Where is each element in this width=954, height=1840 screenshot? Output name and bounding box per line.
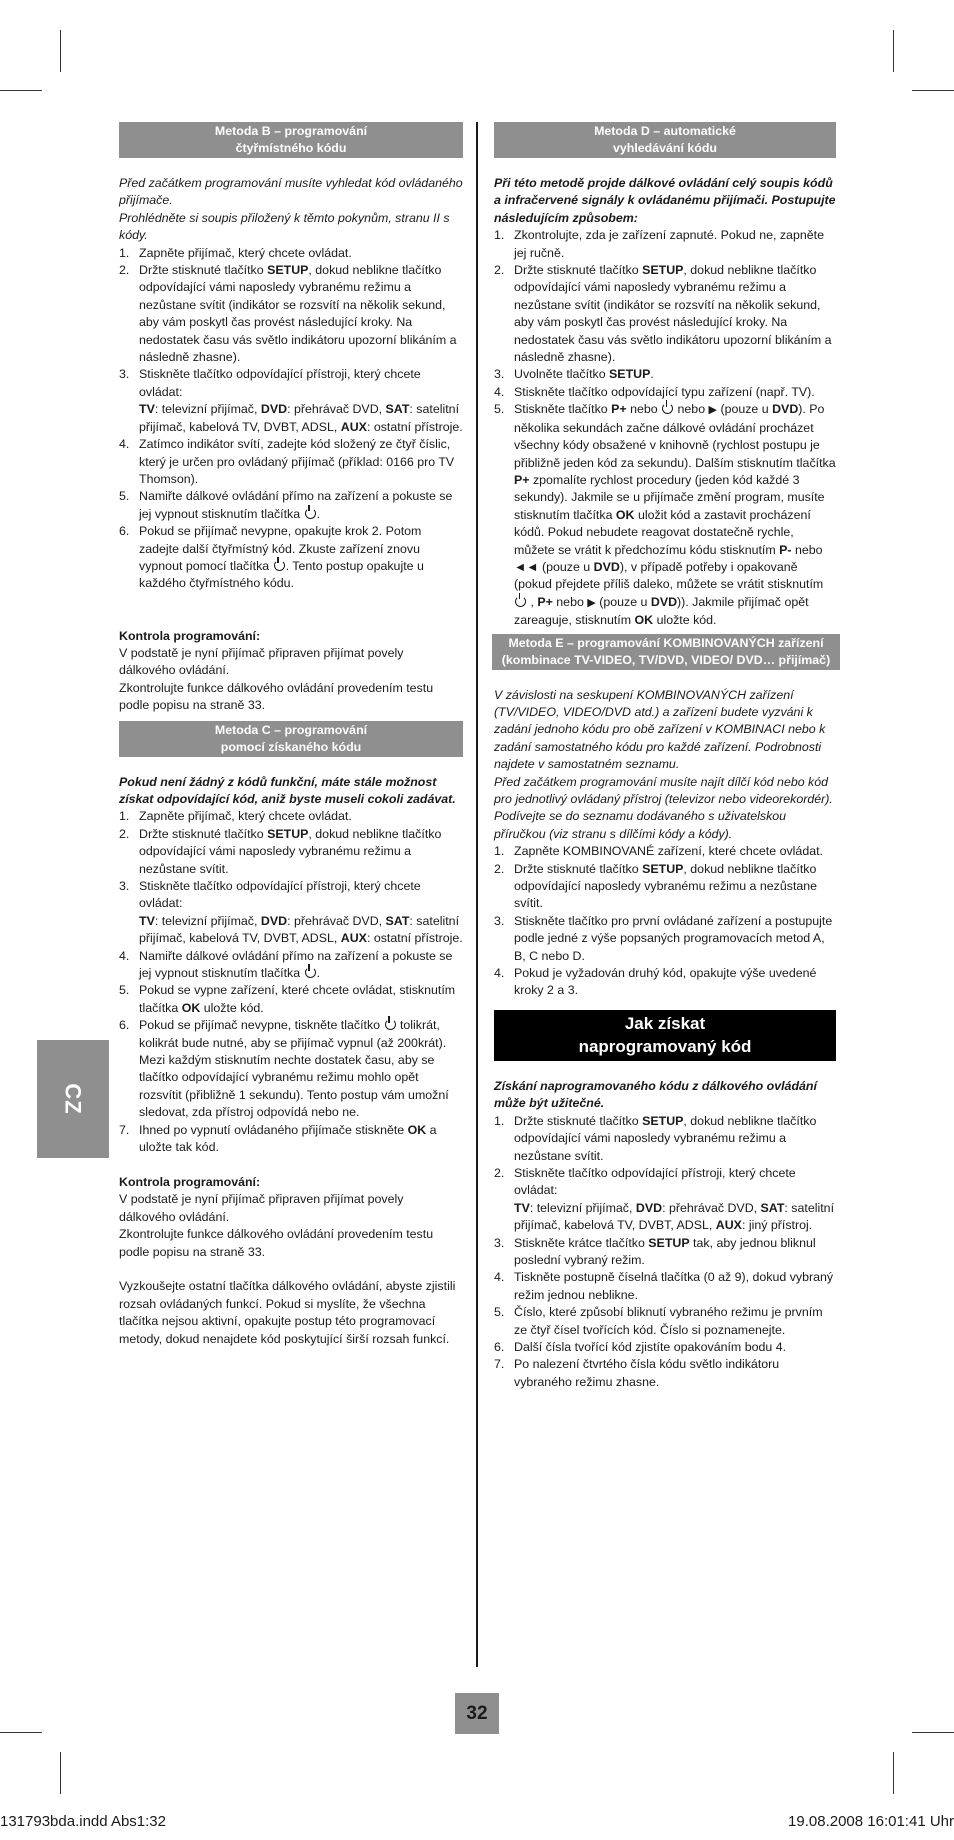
intro-text: Pokud není žádný z kódů funkční, máte stále možnost získat odpovídající kód, aniž byste museli cokoli zadávat. [119, 774, 456, 806]
list-item [119, 826, 463, 878]
print-slug-date: 19.08.2008 16:01:41 Uhr [788, 1813, 954, 1830]
key-name: P- [779, 542, 792, 557]
steps-method-d [494, 227, 836, 629]
key-name: AUX [340, 931, 367, 946]
list-item [119, 245, 463, 262]
list-item [119, 366, 463, 436]
item-number: 6. [119, 524, 130, 539]
power-icon [274, 560, 285, 571]
item-text: Tiskněte postupně číselná tlačítka (0 až 9), dokud vybraný režim jednou neblikne. [514, 1270, 834, 1302]
list-item [494, 843, 836, 860]
item-text: Po nalezení čtvrtého čísla kódu světlo indikátoru vybraného režimu zhasne. [514, 1357, 780, 1389]
item-text: : satelitní přijímač, kabelová TV, DVBT, ADSL, [139, 913, 460, 946]
item-text: nebo ◄◄ (pouze u [514, 542, 823, 574]
item-text: Stiskněte tlačítko [514, 402, 612, 417]
power-icon [305, 508, 316, 519]
list-item [119, 808, 463, 825]
item-text: Zkontrolujte, zda je zařízení zapnuté. Pokud ne, zapněte jej ručně. [514, 228, 824, 260]
crop-mark [912, 90, 954, 91]
list-item [494, 965, 836, 1000]
intro-text: Prohlédněte si soupis přiložený k těmto pokynům, stranu II s kódy. [119, 210, 450, 243]
list-item [119, 982, 463, 1017]
key-name: TV [139, 913, 155, 928]
item-text: , dokud neblikne tlačítko odpovídající vámi naposledy vybranému režimu a nezůstane svítit (indikátor se rozsvítí na několik sekund, aby vám poskytl čas provést následující kroky. Na nedostatek času vás světlo indikátoru upozorní blikáním a následně zhasne). [514, 263, 832, 365]
item-text: )). Jakmile přijímač opět zareaguje, stisknutím [514, 594, 809, 628]
item-text: tolikrát, kolikrát bude nutné, aby se přijímač vypnul (až 200krát). Mezi každým stisknutím nechte dostatek času, aby se tlačítko odpovídající vybranému režimu mohlo opět rozsvítit (přibližně 1 sekundu). Tento postup vám umožní sledovat, zda přístroj odpovídá nebo ne. [139, 1018, 449, 1120]
item-text: , dokud neblikne tlačítko odpovídající naposledy vybranému režimu a nezůstane svítit. [514, 861, 818, 911]
item-text: zpomalíte rychlost procedury (jeden kód každé 3 sekundy). Jakmile se u přijímače změní program, musíte stisknutím tlačítka [514, 472, 825, 522]
list-item [119, 523, 463, 593]
crop-mark [893, 30, 894, 72]
list-item [119, 436, 463, 488]
item-number: 4. [119, 948, 130, 963]
key-name: DVD [260, 402, 288, 417]
play-icon: ▶ [708, 404, 717, 417]
intro-text: Při této metodě projde dálkové ovládání celý soupis kódů a infračervené signály k ovládanému přijímači. Postupujte následujícím způsobem: [494, 176, 836, 225]
item-text: Držte stisknuté tlačítko [514, 1113, 643, 1128]
item-text: , [527, 594, 538, 609]
item-text: Zapněte přijímač, který chcete ovládat. [139, 809, 352, 824]
list-item [494, 384, 836, 401]
key-name: OK [181, 1000, 201, 1015]
subheading: Kontrola programování: [119, 628, 261, 643]
item-number: 6. [119, 1018, 130, 1033]
item-text: Stiskněte tlačítko odpovídající typu zařízení (např. TV). [514, 384, 815, 399]
item-number: 1. [494, 844, 505, 859]
item-text: Pokud se přijímač nevypne, tiskněte tlačítko [139, 1018, 384, 1033]
paragraph: Zkontrolujte funkce dálkového ovládání provedením testu podle popisu na straně 33. [119, 1227, 434, 1259]
intro-text: Před začátkem programování musíte najít dílčí kód nebo kód pro jednotlivý ovládaný přístroj (televizor nebo videorekordér). Podívejte se do seznamu dodávaného s uživatelskou příručkou (viz stranu s dílčími kódy a kódy). [494, 774, 833, 841]
language-label: CZ [60, 1083, 86, 1115]
list-item [494, 1356, 836, 1391]
item-text: Držte stisknuté tlačítko [139, 826, 268, 841]
list-item [494, 1304, 836, 1339]
item-text: Uvolněte tlačítko [514, 367, 610, 382]
list-item [494, 401, 836, 629]
heading-text: Jak získat naprogramovaný kód [578, 1013, 752, 1057]
crop-mark [60, 1752, 61, 1794]
list-item [494, 861, 836, 913]
power-icon [385, 1019, 396, 1030]
key-name: DVD [260, 913, 288, 928]
item-text: Pokud je vyžadován druhý kód, opakujte výše uvedené kroky 2 a 3. [514, 966, 817, 998]
item-text: Stiskněte krátce tlačítko [514, 1235, 649, 1250]
item-text: Pokud se vypne zařízení, které chcete ovládat, stisknutím tlačítka [139, 983, 456, 1015]
item-number: 5. [494, 1305, 505, 1320]
key-name: SETUP [267, 826, 309, 841]
key-name: TV [139, 402, 155, 417]
item-number: 7. [494, 1357, 505, 1372]
item-number: 4. [494, 384, 505, 399]
item-text: nebo [552, 594, 588, 609]
item-text: Držte stisknuté tlačítko [514, 861, 643, 876]
intro-text: najdete v samostatném seznamu. [494, 757, 680, 772]
list-item [494, 1339, 836, 1356]
key-name: DVD [650, 594, 678, 609]
item-text: Zapněte KOMBINOVANÉ zařízení, které chcete ovládat. [514, 844, 823, 859]
heading-text: Metoda C – programování pomocí získaného kódu [214, 722, 368, 754]
key-name: OK [407, 1122, 427, 1137]
item-text: Zapněte přijímač, který chcete ovládat. [139, 245, 352, 260]
key-name: P+ [611, 402, 627, 417]
key-name: P+ [537, 594, 553, 609]
heading-method-b [119, 122, 463, 158]
intro-text: V závislosti na seskupení KOMBINOVANÝCH zařízení (TV/VIDEO, VIDEO/DVD atd.) a zařízení budete vyzváni k zadání jednoho kódu pro obě zařízení v KOMBINACI nebo k zadání samostatného kódu pro každé zařízení. Podrobnosti [494, 687, 826, 754]
crop-mark [912, 1732, 954, 1733]
item-text: Zatímco indikátor svítí, zadejte kód složený ze čtyř číslic, který je určen pro ovládaný přijímač (příklad: 0166 pro TV Thomson). [139, 437, 455, 486]
item-text: uložte kód. [200, 1000, 264, 1015]
item-number: 3. [494, 913, 505, 928]
item-text: Další čísla tvořící kód zjistíte opakováním bodu 4. [514, 1339, 787, 1354]
list-item [494, 262, 836, 366]
key-name: TV [514, 1200, 530, 1215]
heading-method-e [492, 634, 840, 670]
power-icon [305, 967, 316, 978]
power-icon [515, 596, 526, 607]
item-text: ), v případě potřeby i opakovaně (pokud přejdete příliš daleko, můžete se vrátit stisknutím [514, 559, 824, 592]
item-number: 5. [494, 402, 505, 417]
item-text: (pouze u [717, 402, 773, 417]
item-text: : přehrávač DVD, [287, 913, 386, 928]
key-name: OK [634, 613, 654, 628]
item-text: Držte stisknuté tlačítko [139, 263, 268, 278]
item-text: (pouze u [595, 594, 651, 609]
item-text: Namiřte dálkové ovládání přímo na zařízení a pokuste se jej vypnout stisknutím tlačítka [139, 948, 453, 981]
key-name: SAT [385, 402, 410, 417]
key-name: OK [615, 507, 635, 522]
list-item: 3. Uvolněte tlačítko SETUP. [494, 366, 836, 383]
item-text: Stiskněte tlačítko odpovídající přístroji, který chcete ovládat: [139, 367, 421, 399]
list-item [119, 1017, 463, 1121]
key-name: P+ [514, 472, 530, 487]
paragraph: V podstatě je nyní přijímač připraven přijímat povely dálkového ovládání. [119, 645, 404, 678]
print-slug-file: 131793bda.indd Abs1:32 [0, 1813, 166, 1830]
crop-mark [60, 30, 61, 72]
item-number: 1. [494, 228, 505, 243]
item-text: Držte stisknuté tlačítko [514, 263, 643, 278]
item-text: , dokud neblikne tlačítko odpovídající vámi naposledy vybranému režimu a nezůstane svítit. [514, 1113, 817, 1163]
item-number: 5. [119, 489, 130, 504]
item-number: 2. [119, 826, 130, 841]
item-number: 2. [494, 263, 505, 278]
key-name: DVD [593, 559, 620, 574]
subheading: Kontrola programování: [119, 1174, 261, 1189]
language-tab [37, 1040, 109, 1158]
item-number: 1. [494, 1113, 505, 1128]
item-text: : ostatní přístroje. [366, 419, 463, 434]
key-name: SETUP [642, 263, 684, 278]
item-number: 1. [119, 245, 130, 260]
key-name: DVD [635, 1200, 663, 1215]
list-item [119, 1122, 463, 1157]
steps-get-code [494, 1113, 836, 1392]
list-item: 4. Namiřte dálkové ovládání přímo na zařízení a pokuste se jej vypnout stisknutím tlačítka . [119, 948, 453, 981]
item-text: uložte kód. [653, 613, 717, 628]
list-item: 5. Namiřte dálkové ovládání přímo na zařízení a pokuste se jej vypnout stisknutím tlačítka . [119, 489, 453, 521]
heading-text: Metoda E – programování KOMBINOVANÝCH zařízení (kombinace TV-VIDEO, TV/DVD, VIDEO/ DVD… přijímač) [501, 635, 831, 667]
paragraph: Vyzkoušejte ostatní tlačítka dálkového ovládání, abyste zjistili rozsah ovládaných funkcí. Pokud si myslíte, že všechna [119, 1279, 456, 1311]
item-text: Stiskněte tlačítko odpovídající přístroji, který chcete ovládat: [139, 879, 421, 911]
column-divider [476, 122, 478, 1667]
item-text: Namiřte dálkové ovládání přímo na zařízení a pokuste se jej vypnout stisknutím tlačítka [139, 489, 453, 521]
item-text: nebo [626, 402, 662, 417]
heading-method-c [119, 721, 463, 757]
list-item [494, 913, 836, 965]
right-column [494, 122, 836, 1391]
power-icon [662, 403, 673, 414]
item-text: Číslo, které způsobí bliknutí vybraného režimu je prvním ze čtyř čísel tvořících kód. Číslo si poznamenejte. [514, 1305, 823, 1337]
item-text: Ihned po vypnutí ovládaného přijímače stiskněte [139, 1122, 408, 1137]
item-text: : přehrávač DVD, [287, 402, 386, 417]
crop-mark [893, 1752, 894, 1794]
item-number: 7. [119, 1122, 130, 1137]
list-item [494, 1113, 836, 1165]
item-text: : přehrávač DVD, [662, 1200, 761, 1215]
list-item [119, 262, 463, 366]
steps-method-b [119, 245, 463, 593]
item-number: 2. [494, 1165, 505, 1180]
left-column [119, 122, 463, 1348]
item-text: : televizní přijímač, [529, 1200, 636, 1215]
item-number: 3. [119, 367, 130, 382]
list-item [494, 227, 836, 262]
item-text: : televizní přijímač, [154, 402, 261, 417]
heading-text: Metoda B – programování čtyřmístného kódu [214, 124, 368, 155]
list-item [494, 1269, 836, 1304]
list-item [494, 1235, 836, 1270]
item-text: : satelitní přijímač, kabelová TV, DVBT, ADSL, [139, 402, 460, 434]
item-number: 3. [494, 1235, 505, 1250]
key-name: SETUP [267, 263, 309, 278]
list-item [494, 1165, 836, 1235]
item-number: 4. [494, 1270, 505, 1285]
item-text: nebo [674, 402, 709, 417]
item-text: Stiskněte tlačítko odpovídající přístroji, který chcete ovládat: [514, 1165, 796, 1198]
key-name: SAT [760, 1200, 785, 1215]
paragraph: Zkontrolujte funkce dálkového ovládání provedením testu podle popisu na straně 33. [119, 680, 434, 713]
steps-method-c [119, 808, 463, 1156]
item-number: 3. [494, 367, 505, 382]
item-number: 1. [119, 809, 130, 824]
item-text: . Tento postup opakujte u každého čtyřmístného kódu. [139, 558, 424, 591]
item-text: : satelitní přijímač, kabelová TV, DVBT, ADSL, [514, 1200, 835, 1233]
key-name: DVD [772, 402, 799, 417]
intro-text: Získání naprogramovaného kódu z dálkového ovládání může být užitečné. [494, 1078, 817, 1111]
item-number: 6. [494, 1339, 505, 1354]
list-item [119, 878, 463, 948]
item-text: : jiný přístroj. [741, 1218, 813, 1233]
paragraph: V podstatě je nyní přijímač připraven přijímat povely dálkového ovládání. [119, 1192, 404, 1224]
heading-method-d [494, 122, 836, 158]
page-number: 32 [455, 1693, 499, 1734]
key-name: SETUP [642, 1113, 684, 1128]
item-text: , dokud neblikne tlačítko odpovídající vámi naposledy vybranému režimu a nezůstane svítit. [139, 826, 442, 876]
play-icon: ▶ [587, 596, 596, 609]
heading-get-code [494, 1010, 836, 1061]
crop-mark [0, 1732, 42, 1733]
item-text: : televizní přijímač, [154, 913, 261, 928]
item-number: 5. [119, 983, 130, 998]
key-name: AUX [715, 1218, 742, 1233]
item-text: ). Po několika sekundách začne dálkové ovládání procházet všechny kódy obsažené v knihovně (rychlost postupu je přibližně jeden kód za sekundu). Dalším stisknutím tlačítka [514, 402, 836, 470]
item-text: uložit kód a zastavit procházení kódů. Pokud nebudete reagovat dostatečně rychle, můžete se vrátit k předchozímu kódu stisknutím [514, 507, 811, 557]
item-number: 4. [494, 966, 505, 981]
paragraph: tlačítka nejsou aktivní, opakujte postup této programovací metody, dokud nenajdete kód poskytující širší rozsah funkcí. [119, 1314, 450, 1346]
item-number: 4. [119, 437, 130, 452]
item-text: Pokud se přijímač nevypne, opakujte krok 2. Potom zadejte další čtyřmístný kód. Zkuste zařízení znovu vypnout pomocí tlačítka [139, 524, 422, 573]
item-text: tak, aby jednou bliknul poslední vybraný režim. [514, 1235, 816, 1267]
key-name: SETUP [648, 1235, 690, 1250]
key-name: SETUP [642, 861, 684, 876]
intro-text: Před začátkem programování musíte vyhledat kód ovládaného přijímače. [119, 176, 463, 208]
key-name: AUX [340, 419, 367, 434]
item-text: : ostatní přístroje. [366, 931, 463, 946]
heading-text: Metoda D – automatické vyhledávání kódu [594, 124, 736, 155]
item-text: a uložte tak kód. [139, 1122, 437, 1155]
key-name: SAT [385, 913, 410, 928]
item-text: , dokud neblikne tlačítko odpovídající vámi naposledy vybranému režimu a nezůstane svítit (indikátor se rozsvítí na několik sekund, aby vám poskytl čas provést následující kroky. Na nedostatek času vás světlo indikátoru upozorní blikáním a následně zhasne). [139, 263, 457, 365]
item-number: 2. [119, 263, 130, 278]
item-number: 3. [119, 879, 130, 893]
crop-mark [0, 90, 42, 91]
steps-method-e [494, 843, 836, 1000]
key-name: SETUP [609, 367, 651, 382]
item-number: 2. [494, 861, 505, 876]
item-text: Stiskněte tlačítko pro první ovládané zařízení a postupujte podle jedné z výše popsaných programovacích metod A, B, C nebo D. [514, 913, 833, 963]
